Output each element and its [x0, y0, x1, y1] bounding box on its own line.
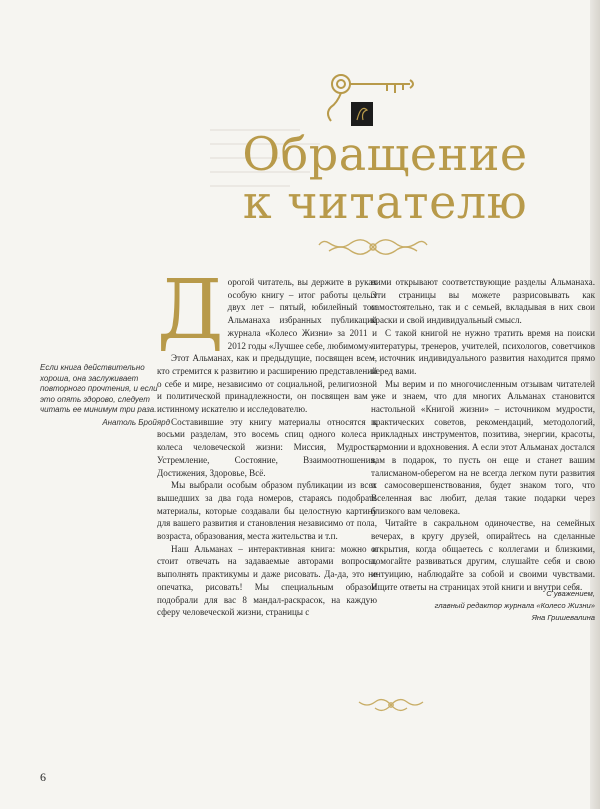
paragraph: ними открывают соответствующие разделы Альманаха. Эти страницы вы можете разрисовывать как самостоятельно, так и с семьей, вкладывая в них свои краски и свой индивидуальный смысл. — [371, 277, 595, 326]
paragraph: Наш Альманах – интерактивная книга: можно и стоит отвечать на задаваемые авторами вопросы, выполнять практикумы и даже рисовать. Да-да, это не опечатка, рисовать! Мы специальным образом подобрали для вас 8 мандал-раскрасок, на каждую сферу человеческой жизни, страницы с — [157, 543, 377, 618]
title-line-2: к читателю — [242, 175, 528, 229]
quote-author: Анатоль Бройярд — [102, 417, 170, 427]
signature-role: главный редактор журнала «Колесо Жизни» — [434, 601, 595, 610]
paragraph: Мы выбрали особым образом публикации из всех вышедших за два года номеров, стараясь подобрать материалы, которые создавали бы целостную картину для вашего развития и становления независимо от пола, возраста, образования, места жительства и т.п. — [157, 480, 377, 542]
paragraph: С такой книгой не нужно тратить время на поиски литературы, тренеров, учителей, психологов, советчиков – источник индивидуального развития находится прямо перед вами. — [371, 327, 595, 376]
signature-greeting: С уважением, — [546, 589, 595, 598]
paragraph: Этот Альманах, как и предыдущие, посвящен всем, кто стремится к развитию и расширению представлений о себе и мире, независимо от социальной, религиозной и политической принадлежности, он посвящен вам – истинному искателю и исследователю. — [157, 353, 377, 415]
page-number: 6 — [40, 770, 46, 784]
quote-text: Если книга действительно хороша, она заслуживает повторного прочтения, и если это опять здорово, следует читать ее минимум три раза. — [40, 363, 158, 415]
paragraph — [157, 263, 377, 358]
drop-cap: Д — [157, 263, 224, 358]
title-line-1: Обращение — [242, 127, 528, 181]
signature-name: Яна Гришевалина — [531, 613, 595, 622]
text-column-left — [157, 263, 377, 619]
ornament-flourish-small-icon — [355, 694, 427, 716]
paragraph: Составившие эту книгу материалы относятся к восьми разделам, это восемь спиц одного колеса – колеса человеческой жизни: Миссия, Мудрость, Устремление, Состояние, Взаимоотношения, Достижения, Здоровье, Всё. — [157, 416, 377, 478]
editor-signature — [395, 588, 595, 624]
ornament-flourish-icon — [318, 232, 428, 262]
sidebar-quote — [40, 363, 170, 429]
paragraph: Читайте в сакральном одиночестве, на семейных вечерах, в кругу друзей, опирайтесь на сделанные открытия, когда общаетесь с коллегами и близкими, помогайте развиваться другим, слушайте себя и свою интуицию, наблюдайте за собой и своими чувствами. Ищите ответы на страницах этой книги и внутри себя. — [371, 518, 595, 592]
article-title — [205, 127, 565, 229]
text-column-right — [371, 276, 595, 594]
paragraph-text: орогой читатель, вы держите в руках особую книгу – итог работы целых двух лет – пятый, юбилейный том Альманаха избранных публикаций журнала «Колесо Жизни» за 2011 и 2012 годы «Лучшее себе, любимому». — [227, 277, 377, 351]
paragraph: Мы верим и по многочисленным отзывам читателей уже и знаем, что для многих Альманах становится настольной «Книгой жизни» – источником мудрости, практических советов, рекомендаций, методологий, прикладных инструментов, позитива, энергии, красоты, гармонии и вдохновения. А если этот Альманах достался вам в подарок, то пусть он еще и станет вашим талисманом-оберегом на не всегда легком пути развития и самосовершенствования, будет знаком того, что Вселенная вас любит, делая такие подарки через близкого вам человека. — [371, 378, 595, 516]
